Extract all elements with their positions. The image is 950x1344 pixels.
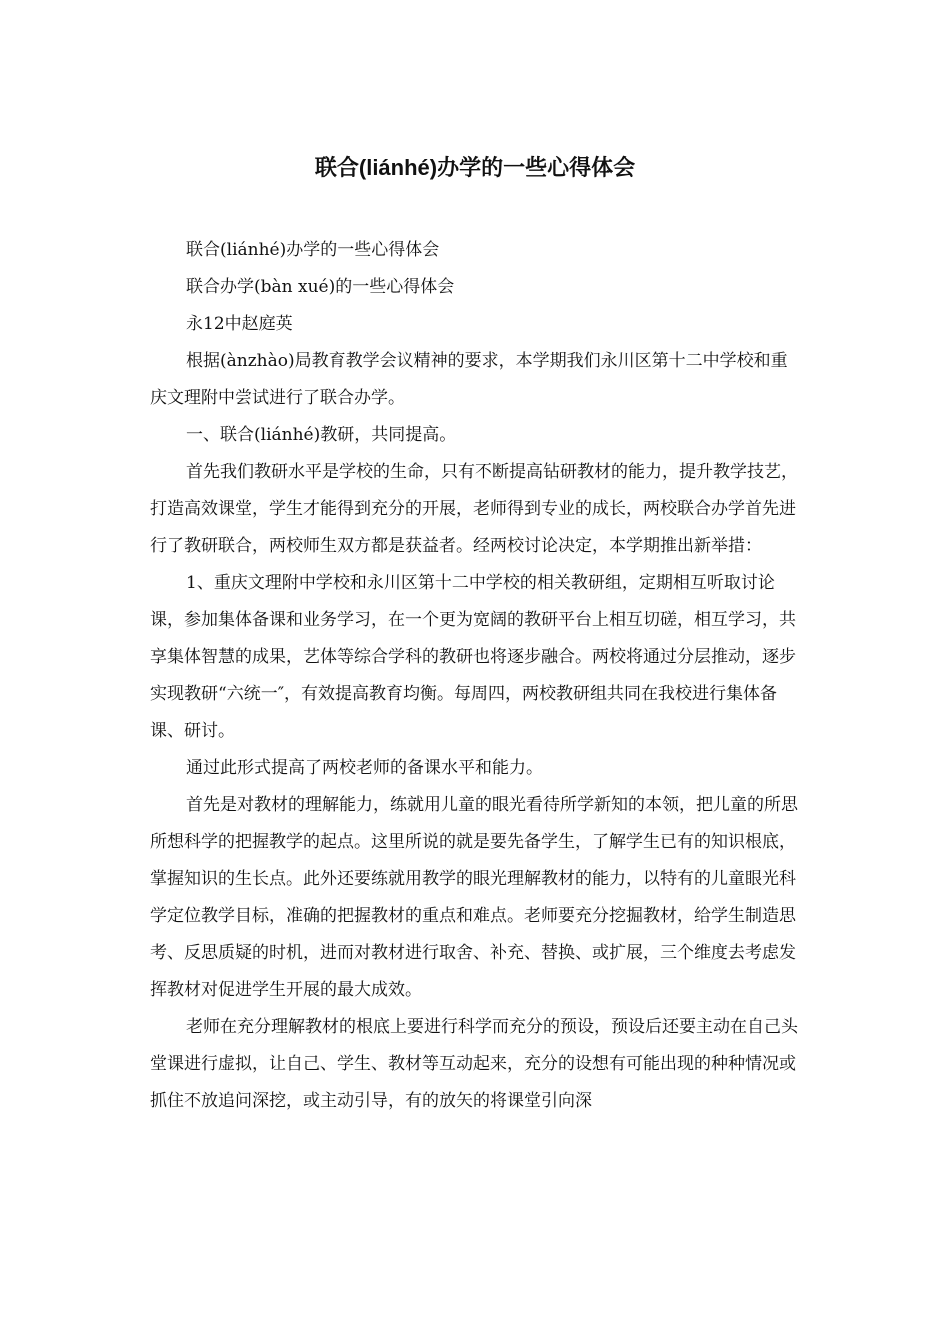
document-title: 联合(liánhé)办学的一些心得体会 — [314, 155, 636, 180]
paragraph-body: 1、重庆文理附中学校和永川区第十二中学校的相关教研组，定期相互听取讨论课，参加集体备课和业务学习，在一个更为宽阔的教研平台上相互切磋，相互学习，共享集体智慧的成果，艺体等综合学科的教研也将逐步融合。两校将通过分层推动，逐步实现教研“六统一″，有效提高教育均衡。每周四，两校教研组共同在我校进行集体备课、研讨。 — [150, 573, 796, 741]
paragraph-body: 老师在充分理解教材的根底上要进行科学而充分的预设，预设后还要主动在自己头堂课进行虚拟，让自己、学生、教材等互动起来，充分的设想有可能出现的种种情况或抓住不放追问深挖，或主动引导，有的放矢的将课堂引向深 — [150, 1017, 798, 1111]
paragraph-intro: 根据(ànzhào)局教育教学会议精神的要求，本学期我们永川区第十二中学校和重庆文理附中尝试进行了联合办学。 — [150, 351, 788, 408]
paragraph-subtitle: 联合(liánhé)办学的一些心得体会 — [186, 240, 440, 260]
section-heading-1: 一、联合(liánhé)教研，共同提高。 — [186, 425, 457, 445]
paragraph-author: 永12中赵庭英 — [186, 314, 293, 334]
paragraph-body: 首先我们教研水平是学校的生命，只有不断提高钻研教材的能力，提升教学技艺，打造高效课堂，学生才能得到充分的开展，老师得到专业的成长，两校联合办学首先进行了教研联合，两校师生双方都是获益者。经两校讨论决定，本学期推出新举措： — [150, 462, 798, 556]
paragraph-body: 首先是对教材的理解能力，练就用儿童的眼光看待所学新知的本领，把儿童的所思所想科学的把握教学的起点。这里所说的就是要先备学生，了解学生已有的知识根底，掌握知识的生长点。此外还要练就用教学的眼光理解教材的能力，以特有的儿童眼光科学定位教学目标，准确的把握教材的重点和难点。老师要充分挖掘教材，给学生制造思考、反思质疑的时机，进而对教材进行取舍、补充、替换、或扩展，三个维度去考虑发挥教材对促进学生开展的最大成效。 — [150, 795, 798, 1000]
document-body — [150, 232, 800, 1120]
paragraph-body: 通过此形式提高了两校老师的备课水平和能力。 — [186, 758, 543, 778]
paragraph-subtitle-alt: 联合办学(bàn xué)的一些心得体会 — [186, 277, 455, 297]
